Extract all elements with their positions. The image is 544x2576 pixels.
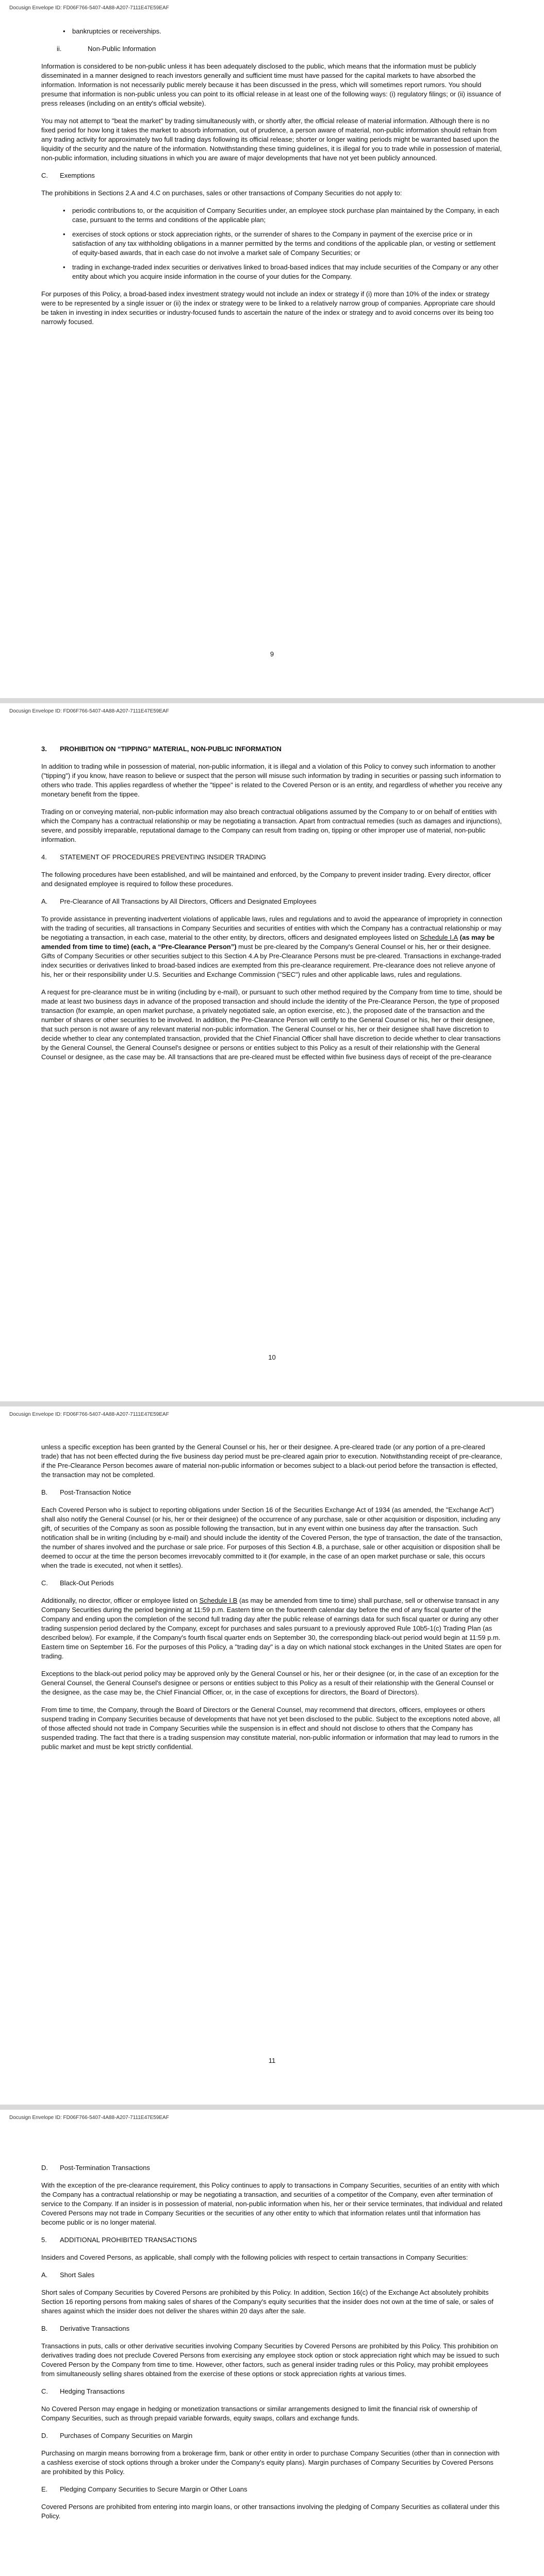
section-number: ii. <box>57 45 62 53</box>
list-item: • trading in exchange-traded index securities or derivatives linked to broad-based indices that may include securities of the Company or any other entity about which you acquire inside information in the course of your duties for the Company. <box>72 263 503 281</box>
paragraph: unless a specific exception has been granted by the General Counsel or his, her or their designee. A pre-cleared trade (or any portion of a pre-cleared trade) that has not been effected during the five business day period must be pre-cleared again prior to execution. Notwithstanding receipt of pre-clearance, if the Pre-Clearance Person becomes aware of material non-public information or becomes subject to a black-out period before the transaction is effected, the transaction may not be completed. <box>41 1443 502 1479</box>
section-number: A. <box>41 2271 48 2279</box>
paragraph: From time to time, the Company, through the Board of Directors or the General Counsel, may recommend that directors, officers, employees or others suspend trading in Company Securities because of developments that have not yet been disclosed to the public. Subject to the exceptions noted above, all of those affected should not trade in Company Securities while the suspension is in effect and should not disclose to others that the Company has suspended trading. The fact that there is a trading suspension may constitute material, non-public information or information that may lead to rumors in the public market and must be kept strictly confidential. <box>41 1706 500 1751</box>
section-number: C. <box>41 2387 48 2395</box>
page-number: 9 <box>270 650 274 658</box>
section-title: Pledging Company Securities to Secure Margin or Other Loans <box>60 2485 248 2493</box>
paragraph: Trading on or conveying material, non-public information may also breach contractual obligations assumed by the Company to or on behalf of entities with which the Company has a contractual relationship or may be negotiating a transaction. Apart from contractual remedies (such as damages and injunctions), severe, and possibly irreparable, reputational damage to the Company can result from trading on, tipping or other improper use of material, non-public information. <box>41 808 502 843</box>
paragraph: A request for pre-clearance must be in writing (including by e-mail), or pursuant to such other method required by the Company from time to time, should be made at least two business days in advance of the proposed transaction and should include the identity of the Pre-Clearance Person, the type of proposed transaction (for example, an open market purchase, a privately negotiated sale, an option exercise, etc.), the proposed date of the transaction and the number of shares or other securities to be involved. In addition, the Pre-Clearance Person will certify to the General Counsel or his, her or their designee, that such person is not aware of any relevant material non-public information. The General Counsel or his, her or their designee shall have discretion to decide whether to clear any contemplated transaction, provided that the Chief Financial Officer shall have discretion to decide whether to clear transactions by the General Counsel, the General Counsel's designee or persons or entities subject to this Policy as a result of their relationship with the General Counsel or designee, as the case may be. All transactions that are pre-cleared must be effected within five business days of receipt of the pre-clearance <box>41 988 502 1061</box>
section-title: Non-Public Information <box>88 45 156 53</box>
paragraph: Covered Persons are prohibited from entering into margin loans, or other transactions involving the pledging of Company Securities as collateral under this Policy. <box>41 2503 500 2520</box>
section-title: Pre-Clearance of All Transactions by All Directors, Officers and Designated Employees <box>60 897 317 905</box>
section-number: D. <box>41 2432 48 2439</box>
paragraph: With the exception of the pre-clearance requirement, this Policy continues to apply to transactions in Company Securities, securities of an entity with which the Company has a contractual relationship or may be negotiating a transaction, and securities of a competitor of the Company, even after termination of service to the Company. If an insider is in possession of material, non-public information when his, her or their service terminates, that individual and related Covered Persons may not trade in Company Securities or the securities of any other entity to which that information relates until that information has become public or is no longer material. <box>41 2181 503 2226</box>
document-page-11 <box>0 1406 544 2105</box>
list-item: • periodic contributions to, or the acquisition of Company Securities under, an employee stock purchase plan maintained by the Company, in each case, pursuant to the terms and conditions of the applicable plan; <box>72 206 503 225</box>
section-title: Short Sales <box>60 2271 95 2279</box>
bold-text: (as may be amended from time to time) (each, a “Pre-Clearance Person”) <box>41 934 494 951</box>
section-title: Hedging Transactions <box>60 2387 125 2395</box>
paragraph-text: (as may be amended from time to time) shall purchase, sell or otherwise transact in any Company Securities during the period beginning at 11:59 p.m. Eastern time on the fourteenth calendar day before the end of any fiscal quarter of the Company and ending upon the completion of the second full trading day after the public release of earnings data for such fiscal quarter or during any other trading suspension period declared by the Company, except for purchases and sales pursuant to a previously approved Rule 10b5-1(c) Trading Plan (as described below). For example, if the Company's fourth fiscal quarter ends on September 30, the corresponding black-out period would begin at 11:59 p.m. Eastern time on September 16. For the purposes of this Policy, a "trading day" is a day on which national stock exchanges in the United States are open for trading. <box>41 1597 502 1660</box>
paragraph: Information is considered to be non-public unless it has been adequately disclosed to the public, which means that the information must be publicly disseminated in a manner designed to reach investors generally and sufficient time must have passed for the capital markets to have absorbed the information. Information is not necessarily public merely because it has been discussed in the press, which will sometimes report rumors. You should presume that information is non-public unless you can point to its official release in at least one of the following ways: (i) regulatory filings; or (ii) issuance of press releases (including on an entity's official website). <box>41 62 501 107</box>
paragraph-text: Additionally, no director, officer or employee listed on <box>41 1597 200 1604</box>
page-number: 10 <box>268 1353 276 1361</box>
section-heading <box>41 2324 503 2333</box>
paragraph: The prohibitions in Sections 2.A and 4.C on purchases, sales or other transactions of Company Securities do not apply to: <box>41 189 402 197</box>
paragraph: Transactions in puts, calls or other derivative securities involving Company Securities by Covered Persons are prohibited by this Policy. This prohibition on derivatives trading does not preclude Covered Persons from exercising any employee stock option or stock appreciation right which may be issued to such Covered Person by the Company from time to time. However, other factors, such as general insider trading rules or this Policy, may prohibit employees from simultaneously selling shares obtained from the exercise of these options or stock appreciation rights at various times. <box>41 2342 500 2378</box>
list-item: • exercises of stock options or stock appreciation rights, or the surrender of shares to the Company in payment of the exercise price or in satisfaction of any tax withholding obligations in a manner permitted by the terms and conditions of the applicable plan, or vesting or settlement of equity-based awards, that in each case do not involve a market sale of Company Securities; or <box>72 230 503 258</box>
schedule-link[interactable]: Schedule I.B <box>199 1597 238 1604</box>
page-number: 11 <box>268 2057 276 2064</box>
paragraph: For purposes of this Policy, a broad-based index investment strategy would not include an index or strategy if (i) more than 10% of the index or strategy were to be represented by a single issuer or (ii) the index or strategy were to be linked to a relatively narrow group of companies. Appropriate care should be taken in investing in index securities or industry-focused funds to ascertain the nature of the index or strategy and to avoid concerns over its being too narrowly focused. <box>41 290 496 326</box>
envelope-id: Docusign Envelope ID: FD06F766-5407-4A88-A207-7111E47E59EAF <box>9 5 169 11</box>
section-heading <box>41 2270 503 2280</box>
page-11-content <box>41 1443 503 1760</box>
paragraph: Insiders and Covered Persons, as applicable, shall comply with the following policies with respect to certain transactions in Company Securities: <box>41 2253 468 2261</box>
section-number: D. <box>41 2164 48 2172</box>
schedule-link[interactable]: Schedule I.A <box>420 934 458 941</box>
list-item: • bankruptcies or receiverships. <box>72 27 503 36</box>
section-heading <box>41 2431 503 2441</box>
envelope-id: Docusign Envelope ID: FD06F766-5407-4A88-A207-7111E47E59EAF <box>9 2115 169 2121</box>
section-number: A. <box>41 897 48 905</box>
section-number: 5. <box>41 2236 47 2244</box>
paragraph: You may not attempt to "beat the market" by trading simultaneously with, or shortly after, the official release of material information. Although there is no fixed period for how long it takes the market to absorb information, out of prudence, a person aware of material, non-public information should refrain from any trading activity for approximately two full trading days following its official release; shorter or longer waiting periods might be warranted based upon the liquidity of the security and the nature of the information. Notwithstanding these timing guidelines, it is illegal for you to trade while in possession of material, non-public information, including situations in which you are aware of major developments that have not yet been publicly announced. <box>41 117 502 162</box>
section-heading <box>41 2235 503 2245</box>
paragraph-text: To provide assistance in preventing inadvertent violations of applicable laws, rules and regulations and to avoid the appearance of impropriety in connection with the trading of securities, all transactions in Company Securities and securities of entities with which the Company has a contractual relationship or may be negotiating a transaction, in each case, material to the other entity, by directors, officers and designated employees listed on <box>41 915 502 941</box>
document-page-12 <box>0 2110 544 2576</box>
section-heading <box>41 2387 503 2396</box>
bullet-list <box>41 206 503 281</box>
section-title: Purchases of Company Securities on Margin <box>60 2432 193 2439</box>
section-title: Post-Transaction Notice <box>60 1488 131 1496</box>
paragraph: Exceptions to the black-out period policy may be approved only by the General Counsel or his, her or their designee (or, in the case of an exception for the General Counsel, the General Counsel's designee or persons or entities subject to this Policy as a result of their relationship with the General Counsel or the designee, as the case may be, the Chief Financial Officer, or, in the case of exceptions for directors, the Board of Directors). <box>41 1670 499 1696</box>
section-heading <box>41 2163 503 2173</box>
section-heading <box>41 44 503 54</box>
section-number: E. <box>41 2485 48 2493</box>
section-heading <box>41 853 503 862</box>
section-title: PROHIBITION ON “TIPPING” MATERIAL, NON-PUBLIC INFORMATION <box>60 745 282 753</box>
paragraph-text: must be pre-cleared by the Company's General Counsel or his, her or their designee. Gifts of Company Securities or other securities subject to this Section 4.A by Pre-Clearance Persons must be pre-cleared. Transactions in exchange-traded index securities or derivatives linked to broad-based indices are exempted from this pre-clearance requirement. Pre-clearance does not relieve anyone of his, her or their responsibility under U.S. Securities and Exchange Commission ("SEC") rules and other applicable laws, rules and regulations. <box>41 943 501 978</box>
page-10-content <box>41 744 503 1070</box>
page-9-content <box>41 27 503 335</box>
envelope-id: Docusign Envelope ID: FD06F766-5407-4A88-A207-7111E47E59EAF <box>9 1412 169 1417</box>
section-number: 3. <box>41 745 47 753</box>
section-heading <box>41 1579 503 1588</box>
bullet-list <box>41 27 503 36</box>
paragraph: No Covered Person may engage in hedging or monetization transactions or similar arrangements designed to limit the financial risk of ownership of Company Securities, such as through prepaid variable forwards, equity swaps, collars and exchange funds. <box>41 2405 477 2422</box>
section-heading <box>41 171 503 180</box>
paragraph <box>41 1596 503 1661</box>
section-number: C. <box>41 1579 48 1587</box>
paragraph: Each Covered Person who is subject to reporting obligations under Section 16 of the Securities Exchange Act of 1934 (as amended, the "Exchange Act") shall also notify the General Counsel (or his, her or their designee) of the occurrence of any purchase, sale or other acquisition or disposition, including any gift, of securities of the Company as soon as possible following the transaction, but in any event within one business day after the transaction. Such notification shall be in writing (including by e-mail) and should include the identity of the Covered Person, the type of transaction, the date of the transaction, the number of shares involved and the purchase or sale price. For purposes of this Section 4.B, a purchase, sale or other acquisition or disposition shall be deemed to occur at the time the person becomes irrevocably committed to it (for example, in the case of an open market purchase or sale, this occurs when the trade is executed, not when it settles). <box>41 1506 502 1569</box>
section-title: STATEMENT OF PROCEDURES PREVENTING INSIDER TRADING <box>60 853 266 861</box>
section-title: Post-Termination Transactions <box>60 2164 150 2172</box>
section-heading <box>41 1488 503 1497</box>
section-heading <box>41 897 503 906</box>
section-heading <box>41 2485 503 2494</box>
section-number: B. <box>41 2325 48 2332</box>
document-page-9 <box>0 0 544 698</box>
section-number: C. <box>41 172 48 179</box>
document-page-10 <box>0 703 544 1401</box>
paragraph <box>41 914 503 979</box>
envelope-id: Docusign Envelope ID: FD06F766-5407-4A88-A207-7111E47E59EAF <box>9 708 169 714</box>
section-number: 4. <box>41 853 47 861</box>
section-title: ADDITIONAL PROHIBITED TRANSACTIONS <box>60 2236 197 2244</box>
section-title: Exemptions <box>60 172 95 179</box>
section-number: B. <box>41 1488 48 1496</box>
paragraph: Short sales of Company Securities by Covered Persons are prohibited by this Policy. In addition, Section 16(c) of the Exchange Act absolutely prohibits Section 16 reporting persons from making sales of shares of the Company's equity securities that the insider does not own at the time of sale, or sales of shares against which the insider does not deliver the shares within 20 days after the sale. <box>41 2289 493 2315</box>
page-12-content <box>41 2163 503 2529</box>
section-heading <box>41 744 503 754</box>
paragraph: In addition to trading while in possession of material, non-public information, it is illegal and a violation of this Policy to convey such information to another ("tipping") if you know, have reason to believe or suspect that the person will misuse such information by trading in securities or passing such information to others who trade. This applies regardless of whether the "tippee" is related to the Covered Person or is an entity, and regardless of whether you receive any monetary benefit from the tippee. <box>41 762 502 798</box>
paragraph: The following procedures have been established, and will be maintained and enforced, by the Company to prevent insider trading. Every director, officer and designated employee is required to follow these procedures. <box>41 871 491 888</box>
section-title: Derivative Transactions <box>60 2325 130 2332</box>
paragraph: Purchasing on margin means borrowing from a brokerage firm, bank or other entity in order to purchase Company Securities (other than in connection with a cashless exercise of stock options through a broker under the Company's equity plans). Margin purchases of Company Securities by Covered Persons are prohibited by this Policy. <box>41 2449 500 2476</box>
section-title: Black-Out Periods <box>60 1579 114 1587</box>
